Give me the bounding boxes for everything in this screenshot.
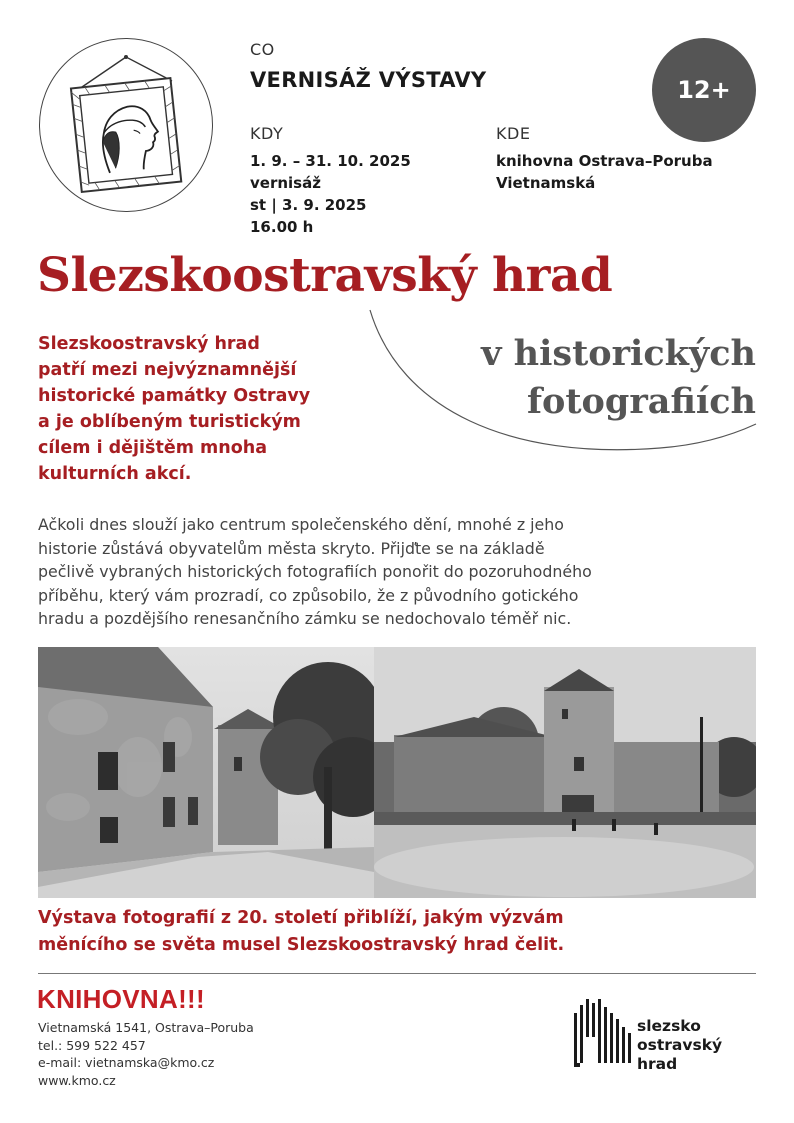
lead-line: historické památky Ostravy [38, 386, 311, 406]
contact-email[interactable]: e-mail: vietnamska@kmo.cz [38, 1055, 215, 1070]
lead-line: cílem i dějištěm mnoha [38, 438, 268, 458]
body-line: historie zůstává obyvatelům města skryto. Přijďte se na základě [38, 538, 545, 558]
castle-logo-line: slezsko [637, 1017, 701, 1035]
body-line: hradu a pozdějšího renesančního zámku se nedochovalo téměř nic. [38, 609, 572, 628]
body-line: příběhu, který vám prozradí, co způsobilo, že z původního gotického [38, 585, 579, 605]
caption-line: měnícího se světa musel Slezskoostravský hrad čelit. [38, 935, 565, 955]
where-details [496, 150, 713, 194]
event-type: VERNISÁŽ VÝSTAVY [250, 68, 487, 92]
date-range: 1. 9. – 31. 10. 2025 [250, 152, 411, 170]
body-paragraph [38, 513, 758, 631]
contact-phone: tel.: 599 522 457 [38, 1037, 146, 1053]
exhibition-caption [38, 905, 758, 959]
castle-logo-line: hrad [637, 1055, 678, 1073]
body-line: pečlivě vybraných historických fotografiích ponořit do pozoruhodného [38, 562, 592, 581]
castle-logo-line: ostravský [637, 1036, 723, 1054]
vernissage-label: vernisáž [250, 174, 321, 192]
contact-address: Vietnamská 1541, Ostrava–Poruba [38, 1020, 254, 1035]
venue-branch: Vietnamská [496, 174, 596, 192]
caption-line: Výstava fotografií z 20. století přiblíží, jakým výzvám [38, 908, 564, 928]
lead-line: kulturních akcí. [38, 464, 192, 484]
lead-line: patří mezi nejvýznamnější [38, 360, 297, 380]
footer-divider [38, 973, 756, 974]
library-logo-text: KNIHOVNA!!! [37, 984, 205, 1014]
framed-portrait-icon [40, 39, 212, 211]
castle-barcode-logo [572, 997, 634, 1071]
contact-block [38, 1019, 254, 1089]
castle-logo-text [637, 1017, 722, 1074]
historic-photo-castle [374, 647, 756, 898]
age-badge: 12+ [652, 38, 756, 142]
lead-line: Slezskoostravský hrad [38, 334, 260, 354]
subtitle-line-2: fotografiích [526, 381, 756, 422]
portrait-logo-circle [39, 38, 213, 212]
subtitle-line-1: v historických [481, 333, 756, 374]
lead-paragraph [38, 331, 383, 487]
vernissage-date: st | 3. 9. 2025 [250, 196, 367, 214]
where-label: KDE [496, 124, 531, 143]
venue-name: knihovna Ostrava–Poruba [496, 152, 713, 170]
body-line: Ačkoli dnes slouží jako centrum společenského dění, mnohé z jeho [38, 515, 564, 534]
vernissage-time: 16.00 h [250, 218, 314, 236]
contact-website[interactable]: www.kmo.cz [38, 1072, 116, 1088]
main-title: Slezskoostravský hrad [37, 248, 613, 303]
subtitle [481, 330, 756, 426]
historic-photo-courtyard [38, 647, 374, 898]
when-details [250, 150, 411, 238]
lead-line: a je oblíbeným turistickým [38, 412, 301, 432]
what-label: CO [250, 40, 275, 59]
when-label: KDY [250, 124, 284, 143]
